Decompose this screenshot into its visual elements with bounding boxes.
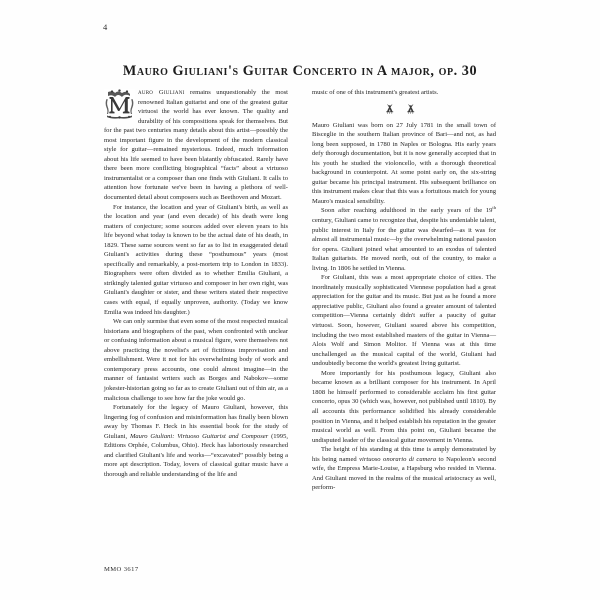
- ornate-initial-M-icon: [104, 89, 135, 119]
- ordinal-superscript: th: [492, 205, 496, 211]
- italic-phrase-virtuoso-onorario: virtuoso onorario di camera: [359, 455, 437, 463]
- article-body: [104, 88, 496, 558]
- paragraph-left-4-text-after: (1995, Editions Orphée, Columbus, Ohio). Heck has laboriously researched and clarified Giuliani's life and works—“excavated” possibly being a more apt description. Today, lovers of classical guitar music have a thorough and reliable understanding of the life and: [104, 432, 288, 478]
- column-left: [104, 88, 288, 558]
- book-title-heck: Mauro Giuliani: Virtuoso Guitarist and Composer: [129, 432, 269, 440]
- paragraph-right-1: Mauro Giuliani was born on 27 July 1781 in the small town of Bisceglie in the southern Italian province of Bari—and not, as had long been supposed, in 1780 in Naples or Bologna. His early years defy thorough documentation, but it is now generally accepted that in his youth he studied the violoncello, with a thorough theoretical background in counterpoint. At some point early on, the six-string guitar became his principal instrument. His subsequent brilliance on this instrument makes clear that this was a fortuitous match for young Mauro's musical sensibility.: [312, 121, 496, 205]
- paragraph-left-1-text: remains unquestionably the most renowned Italian guitarist and one of the greatest guitar virtuosi the world has ever known. The quality and durability of his compositions speak for themselves. But for the past two centuries many details about this artist—possibly the most important figure in the development of the modern classical style for guitar—remained mysterious. Indeed, much information about his life seemed to have been blatantly obfuscated. Rarely have there been more conflicting biographical “facts” about a virtuoso instrumentalist or a composer than one finds with Giuliani. It calls to attention how fortunate we've been in having a plethora of well-documented detail about composers such as Beethoven and Mozart.: [104, 89, 288, 202]
- paragraph-left-4: [104, 403, 288, 479]
- paragraph-right-2: [312, 206, 496, 273]
- paragraph-right-2-text: century, Giuliani came to recognize that, despite his undeniable talent, public interest in Italy for the guitar was dwarfed—as it was for almost all instrumental music—by the overwhelming national passion for opera. Giuliani joined what amounted to an exodus of talented Italian guitarists. He moved north, out of the country, to make a living. In 1806 he settled in Vienna.: [312, 217, 496, 272]
- paragraph-right-4: More importantly for his posthumous legacy, Giuliani also became known as a brilliant composer for his instrument. In April 1808 he himself performed to considerable acclaim his first guitar concerto, opus 30 (which was, however, not published until 1810). By all accounts this performance solidified his already considerable position in Vienna, and it helped establish his reputation in the greater musical world as well. From this point on, Giuliani became the undisputed leader of the classical guitar movement in Vienna.: [312, 369, 496, 444]
- paragraph-right-5-text: The height of his standing at this time is amply demonstrated by his being named: [312, 446, 496, 463]
- paragraph-left-2: For instance, the location and year of Giuliani's birth, as well as the location and year (and even decade) of his death were long matters of conjecture; some sources added over eleven years to his life beyond what today is known to be the actual date of his death, in 1829. These same sources went so far as to list in exaggerated detail Giuliani's activities during these “posthumous” years (most specifically and remarkably, a post-mortem trip to London in 1833). Biographers were often divided as to whether Emilia Giuliani, a strikingly talented guitar virtuoso and composer in her own right, was Giuliani's daughter or sister, and these writers stated their respective cases with equal, if equally unproven, authority. (Today we know Emilia was indeed his daughter.): [104, 203, 288, 316]
- page-title: Mauro Giuliani's Guitar Concerto in A major, op. 30: [122, 62, 478, 79]
- lead-smallcaps: auro Giuliani: [138, 89, 185, 96]
- paragraph-right-3: For Giuliani, this was a most appropriate choice of cities. The inordinately musically sophisticated Viennese population had a great appreciation for the guitar and its music. But just as he found a more appreciative public, Giuliani also found a greater amount of talented competition—Vienna certainly didn't suffer a paucity of guitar virtuosi. Soon, however, Giuliani soared above his competition, including the two most established masters of the guitar in Vienna—Alois Wolf and Simon Molitor. If Vienna was at this time unchallenged as the musical capital of the world, Giuliani had undoubtedly become the world's greatest living guitarist.: [312, 274, 496, 368]
- page-number: 4: [103, 22, 108, 32]
- floral-ornament-divider-icon: [312, 103, 496, 115]
- column-right: [312, 88, 496, 558]
- paragraph-left-4-text: Fortunately for the legacy of Mauro Giuliani, however, this lingering fog of confusion and misinformation has finally been blown away by Thomas F. Heck in his essential book for the study of Giuliani,: [104, 404, 288, 440]
- catalog-number: MMO 3617: [104, 566, 139, 573]
- paragraph-right-continuation: music of one of this instrument's greatest artists.: [312, 89, 439, 96]
- paragraph-left-3: We can only surmise that even some of the most respected musical historians and biographers of the past, when confronted with unclear or confusing information about a musical figure, were themselves not above practicing the novelist's art of fictitious improvisation and embellishment. Were it not for his overwhelming body of work and contemporary press accounts, one could almost imagine—in the manner of fantasist writers such as Borges and Nabokov—some jokester-historian going so far as to create Giuliani out of thin air, as a malicious challenge to see how far the joke would go.: [104, 318, 288, 402]
- paragraph-right-5-text-after: to Napoleon's second wife, the Empress Marie-Louise, a Hapsburg who resided in Vienna. And Giuliani moved in the realms of the musical aristocracy as well, perform-: [312, 455, 496, 492]
- paragraph-right-5: [312, 445, 496, 493]
- paragraph-right-2-pre: Soon after reaching adulthood in the early years of the 19: [321, 207, 493, 215]
- paragraph-left-1: [104, 88, 288, 203]
